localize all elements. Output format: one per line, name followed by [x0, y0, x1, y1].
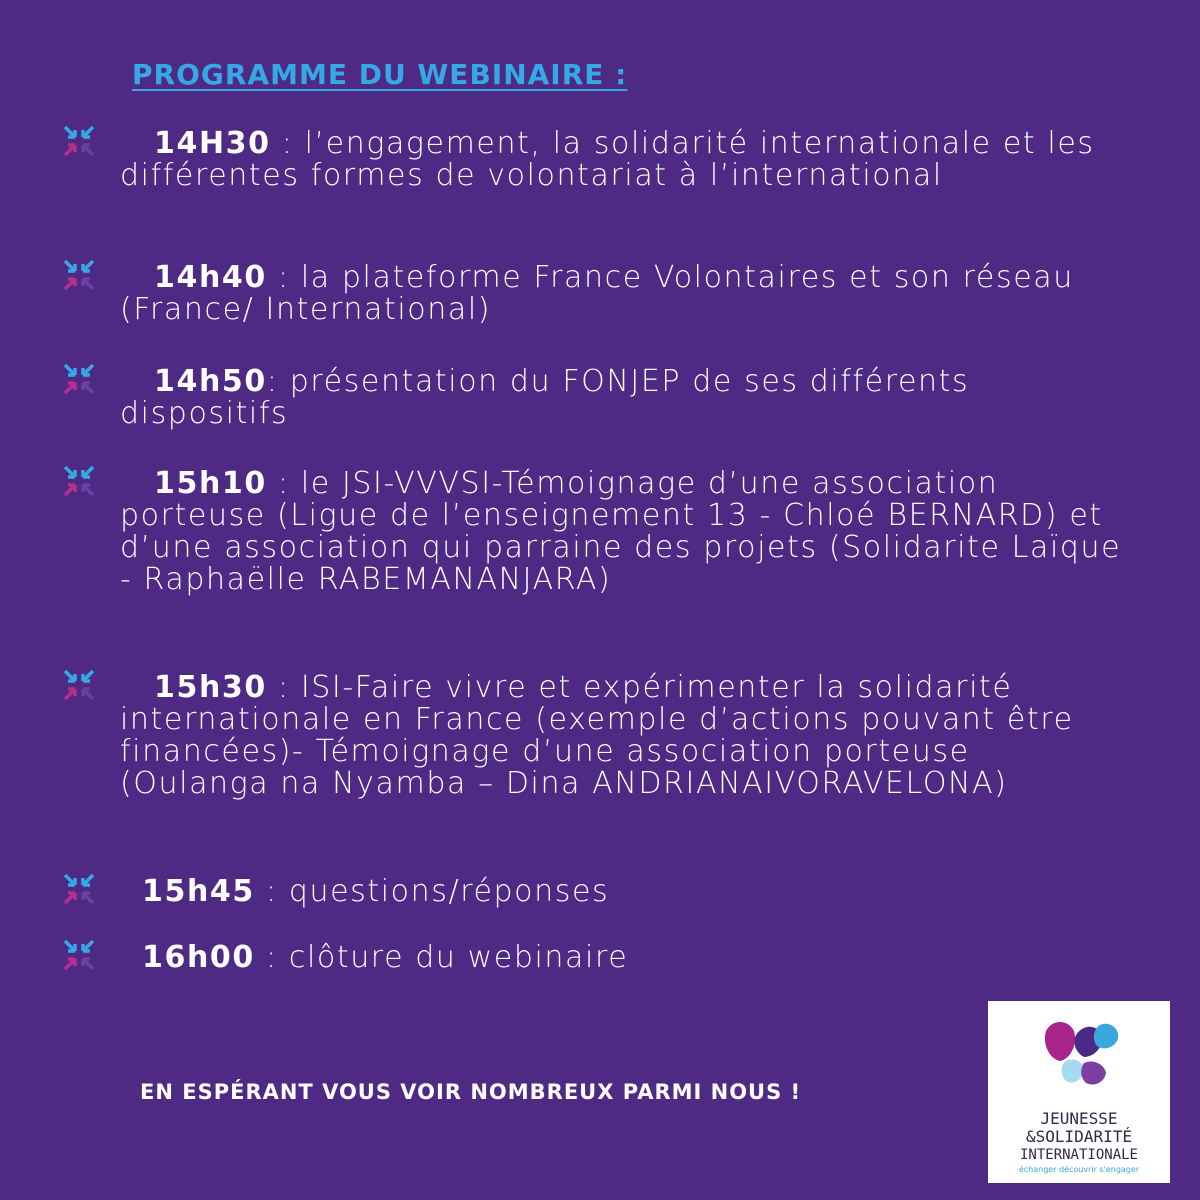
arrows-bullet-icon	[62, 464, 96, 498]
page-title: PROGRAMME DU WEBINAIRE :	[132, 58, 628, 91]
logo-line-internationale: INTERNATIONALE	[1019, 1147, 1138, 1163]
agenda-description: présentation du FONJEP de ses différents dispositifs	[120, 364, 970, 431]
agenda-item-text: 15h30 : ISI-Faire vivre et expérimenter la solidarité internationale en France (exemple d’actions pouvant être financées)- Témoignage d’une association porteuse (Oulanga na Nyamba – Dina ANDRIANAIVORAVELONA)	[120, 670, 1074, 801]
closing-message: EN ESPÉRANT VOUS VOIR NOMBREUX PARMI NOUS !	[140, 1080, 802, 1104]
agenda-item	[62, 876, 1142, 908]
agenda-description: questions/réponses	[288, 874, 610, 909]
arrows-bullet-icon	[62, 362, 96, 396]
agenda-description: ISI-Faire vivre et expérimenter la solidarité internationale en France (exemple d’actions pouvant être financées)- Témoignage d’une association porteuse (Oulanga na Nyamba – Dina ANDRIANAIVORAVELONA)	[120, 670, 1074, 801]
logo-tagline: échanger découvrir s'engager	[1018, 1165, 1140, 1174]
agenda-time: 15h45	[142, 874, 255, 909]
agenda-description: le JSI-VVVSI-Témoignage d’une association porteuse (Ligue de l’enseignement 13 - Chloé BERNARD) et d’une association qui parraine des projets (Solidarite Laïque - Raphaëlle RABEMANANJARA)	[120, 466, 1122, 597]
arrows-bullet-icon	[62, 124, 96, 158]
agenda-description: clôture du webinaire	[288, 940, 629, 975]
agenda-description: l’engagement, la solidarité internationale et les différentes formes de volontariat à l’international	[120, 126, 1095, 193]
agenda-item-text: 14H30 : l’engagement, la solidarité internationale et les différentes formes de volontariat à l’international	[120, 126, 1095, 193]
agenda-time: 14H30	[154, 126, 271, 161]
agenda-item	[62, 942, 1142, 974]
agenda-time: 14h50	[154, 364, 267, 399]
petals-logo-icon	[988, 1001, 1170, 1111]
arrows-bullet-icon	[62, 872, 96, 906]
agenda-item	[62, 128, 1142, 192]
agenda-item	[62, 366, 1142, 430]
agenda-description: la plateforme France Volontaires et son réseau (France/ International)	[120, 260, 1074, 327]
agenda-item-text: 16h00 : clôture du webinaire	[142, 940, 629, 975]
agenda-item	[62, 672, 1142, 800]
agenda-item	[62, 468, 1142, 596]
logo-line-solidarite: &SOLIDARITÉ	[1026, 1127, 1132, 1146]
agenda-time: 14h40	[154, 260, 267, 295]
agenda-item-text: 14h50: présentation du FONJEP de ses différents dispositifs	[120, 364, 970, 431]
agenda-item-text: 14h40 : la plateforme France Volontaires et son réseau (France/ International)	[120, 260, 1074, 327]
jsi-logo	[988, 1001, 1170, 1183]
agenda-item-text: 15h45 : questions/réponses	[142, 874, 610, 909]
agenda-time: 15h30	[154, 670, 267, 705]
arrows-bullet-icon	[62, 668, 96, 702]
agenda-item	[62, 262, 1142, 326]
logo-line-jeunesse: JEUNESSE	[1040, 1109, 1118, 1128]
agenda-item-text: 15h10 : le JSI-VVVSI-Témoignage d’une association porteuse (Ligue de l’enseignement 13 - Chloé BERNARD) et d’une association qui parraine des projets (Solidarite Laïque - Raphaëlle RABEMANANJARA)	[120, 466, 1122, 597]
arrows-bullet-icon	[62, 938, 96, 972]
arrows-bullet-icon	[62, 258, 96, 292]
agenda-time: 16h00	[142, 940, 255, 975]
agenda-time: 15h10	[154, 466, 267, 501]
